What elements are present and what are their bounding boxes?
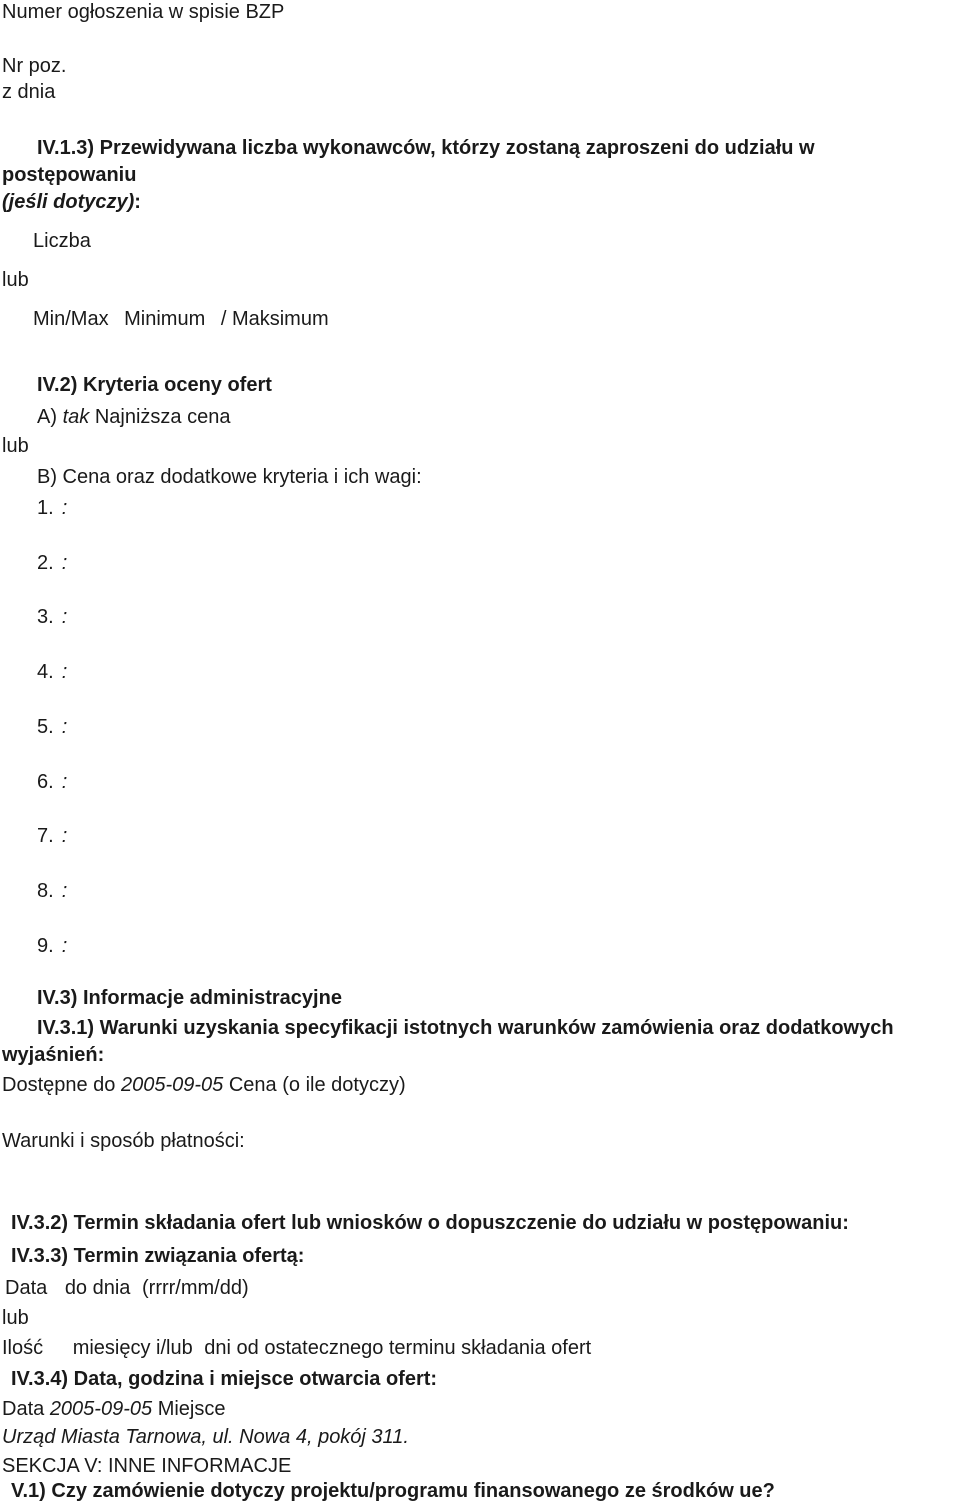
criterion-item <box>37 605 67 629</box>
criterion-number: 6. <box>37 771 54 793</box>
criterion-separator: : <box>61 771 68 793</box>
criterion-number: 8. <box>37 880 54 902</box>
lub-label-2: lub <box>2 435 29 457</box>
dostepne-row <box>2 1073 406 1097</box>
miejsce-value: Urząd Miasta Tarnowa, ul. Nowa 4, pokój 311. <box>2 1426 409 1448</box>
data-label: Data <box>5 1277 48 1299</box>
criterion-separator: : <box>61 935 68 957</box>
date-format-label: (rrrr/mm/dd) <box>142 1277 249 1299</box>
section-iv-1-3-heading: IV.1.3) Przewidywana liczba wykonawców, którzy zostaną zaproszeni do udziału w <box>37 137 815 159</box>
section-v-heading: SEKCJA V: INNE INFORMACJE <box>2 1455 292 1477</box>
section-iv-3-1-heading-cont: wyjaśnień: <box>2 1044 105 1066</box>
section-iv-3-4-heading: IV.3.4) Data, godzina i miejsce otwarcia ofert: <box>11 1368 438 1390</box>
miesiecy-label: miesięcy i/lub <box>72 1337 193 1359</box>
option-a-text: Najniższa cena <box>94 406 231 428</box>
minmax-label: Min/Max <box>33 308 109 330</box>
criterion-number: 9. <box>37 935 54 957</box>
criterion-separator: : <box>61 825 68 847</box>
criterion-item <box>37 660 67 684</box>
section-v-1-heading: V.1) Czy zamówienie dotyczy projektu/programu finansowanego ze środków ue? <box>11 1480 775 1502</box>
lub-label-1: lub <box>2 269 29 291</box>
qualifier-colon: : <box>134 191 141 213</box>
criterion-item <box>37 770 67 794</box>
criterion-separator: : <box>61 497 68 519</box>
minimum-label: Minimum <box>124 308 206 330</box>
criterion-separator: : <box>61 880 68 902</box>
criterion-separator: : <box>61 552 68 574</box>
position-number-label: Nr poz. <box>2 55 67 77</box>
criterion-number: 5. <box>37 716 54 738</box>
criterion-number: 7. <box>37 825 54 847</box>
ilosc-label: Ilość <box>2 1337 44 1359</box>
criterion-number: 3. <box>37 606 54 628</box>
section-iv-3-1-heading: IV.3.1) Warunki uzyskania specyfikacji istotnych warunków zamówienia oraz dodatkowych <box>37 1017 894 1039</box>
criterion-item <box>37 551 67 575</box>
dostepne-date: 2005-09-05 <box>120 1074 224 1096</box>
option-a-row <box>37 405 230 429</box>
dni-label: dni od ostatecznego terminu składania ofert <box>204 1337 592 1359</box>
criterion-number: 1. <box>37 497 54 519</box>
cena-label: Cena (o ile dotyczy) <box>228 1074 406 1096</box>
section-iv-3-3-heading: IV.3.3) Termin związania ofertą: <box>11 1245 305 1267</box>
section-iv-1-3-heading-cont: postępowaniu <box>2 164 137 186</box>
liczba-label: Liczba <box>33 230 91 252</box>
criterion-separator: : <box>61 606 68 628</box>
criterion-item <box>37 824 67 848</box>
miejsce-label: Miejsce <box>157 1398 226 1420</box>
open-date: 2005-09-05 <box>49 1398 153 1420</box>
criterion-separator: : <box>61 661 68 683</box>
option-a-tak: tak <box>62 406 90 428</box>
criterion-item <box>37 879 67 903</box>
maksimum-label: / Maksimum <box>220 308 329 330</box>
data-row <box>5 1276 249 1300</box>
section-iv-2-heading: IV.2) Kryteria oceny ofert <box>37 374 272 396</box>
open-date-row <box>2 1397 225 1421</box>
option-a-prefix: A) <box>37 406 57 428</box>
criterion-item <box>37 496 67 520</box>
criterion-item <box>37 715 67 739</box>
criterion-item <box>37 934 67 958</box>
section-iv-3-heading: IV.3) Informacje administracyjne <box>37 987 342 1009</box>
section-iv-3-2-heading: IV.3.2) Termin składania ofert lub wniosków o dopuszczenie do udziału w postępowaniu: <box>11 1212 849 1234</box>
option-b-text: B) Cena oraz dodatkowe kryteria i ich wagi: <box>37 466 422 488</box>
announcement-number-label: Numer ogłoszenia w spisie BZP <box>2 1 285 23</box>
criterion-separator: : <box>61 716 68 738</box>
criterion-number: 2. <box>37 552 54 574</box>
dostepne-label: Dostępne do <box>2 1074 116 1096</box>
date-label: z dnia <box>2 81 56 103</box>
warunki-label: Warunki i sposób płatności: <box>2 1130 245 1152</box>
qualifier-text: (jeśli dotyczy) <box>2 191 135 213</box>
lub-label-3: lub <box>2 1307 29 1329</box>
do-dnia-label: do dnia <box>64 1277 131 1299</box>
criterion-number: 4. <box>37 661 54 683</box>
section-iv-1-3-qualifier <box>2 190 141 214</box>
minmax-row <box>33 307 329 331</box>
ilosc-row <box>2 1336 591 1360</box>
open-data-label: Data <box>2 1398 45 1420</box>
